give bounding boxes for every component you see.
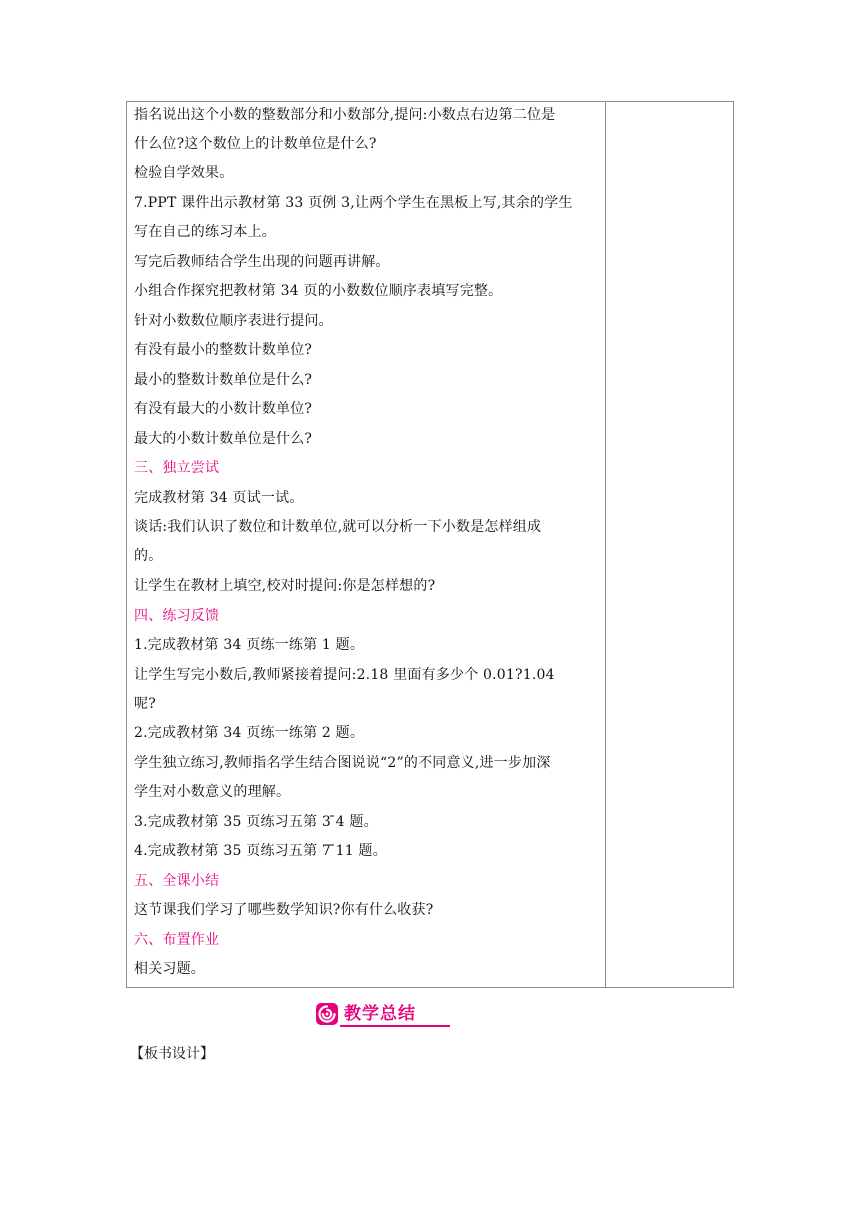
column-divider — [605, 102, 606, 987]
lesson-line: 呢? — [134, 696, 156, 712]
section-heading-independent-attempt: 三、独立尝试 — [134, 460, 220, 476]
lesson-line: 4.完成教材第 35 页练习五第 7 ̄11 题。 — [134, 843, 387, 859]
lesson-line: 指名说出这个小数的整数部分和小数部分,提问:小数点右边第二位是 — [134, 107, 556, 123]
lesson-line: 7.PPT 课件出示教材第 33 页例 3,让两个学生在黑板上写,其余的学生 — [134, 195, 573, 211]
lesson-line: 学生独立练习,教师指名学生结合图说说“2”的不同意义,进一步加深 — [134, 755, 551, 771]
lesson-line: 有没有最大的小数计数单位? — [134, 401, 313, 417]
lesson-line: 2.完成教材第 34 页练一练第 2 题。 — [134, 725, 365, 741]
lesson-table — [126, 101, 734, 988]
lesson-line: 完成教材第 34 页试一试。 — [134, 490, 304, 506]
banner-title: 教学总结 — [344, 1004, 416, 1024]
lesson-line: 检验自学效果。 — [134, 165, 234, 181]
lesson-line: 有没有最小的整数计数单位? — [134, 342, 313, 358]
lesson-line: 什么位?这个数位上的计数单位是什么? — [134, 136, 377, 152]
lesson-line: 让学生写完小数后,教师紧接着提问:2.18 里面有多少个 0.01?1.04 — [134, 667, 555, 683]
lesson-line: 谈话:我们认识了数位和计数单位,就可以分析一下小数是怎样组成 — [134, 519, 542, 535]
section-heading-lesson-summary: 五、全课小结 — [134, 873, 220, 889]
section-heading-homework: 六、布置作业 — [134, 932, 220, 948]
lesson-line: 这节课我们学习了哪些数学知识?你有什么收获? — [134, 902, 434, 918]
lesson-line: 写在自己的练习本上。 — [134, 224, 276, 240]
lesson-line: 最大的小数计数单位是什么? — [134, 431, 313, 447]
lesson-line: 1.完成教材第 34 页练一练第 1 题。 — [134, 637, 365, 653]
lesson-line: 3.完成教材第 35 页练习五第 3 ̄4 题。 — [134, 814, 378, 830]
lesson-line: 最小的整数计数单位是什么? — [134, 372, 313, 388]
swirl-logo-icon — [316, 1003, 338, 1025]
lesson-line: 学生对小数意义的理解。 — [134, 784, 291, 800]
teaching-summary-banner — [316, 1002, 450, 1026]
lesson-line: 让学生在教材上填空,校对时提问:你是怎样想的? — [134, 578, 436, 594]
section-heading-practice-feedback: 四、练习反馈 — [134, 608, 220, 624]
lesson-line: 相关习题。 — [134, 961, 205, 977]
lesson-line: 写完后教师结合学生出现的问题再讲解。 — [134, 254, 390, 270]
lesson-line: 的。 — [134, 548, 163, 564]
board-design-label: 【板书设计】 — [130, 1046, 214, 1062]
lesson-line: 小组合作探究把教材第 34 页的小数数位顺序表填写完整。 — [134, 283, 503, 299]
lesson-line: 针对小数数位顺序表进行提问。 — [134, 313, 333, 329]
banner-underline — [340, 1025, 450, 1027]
